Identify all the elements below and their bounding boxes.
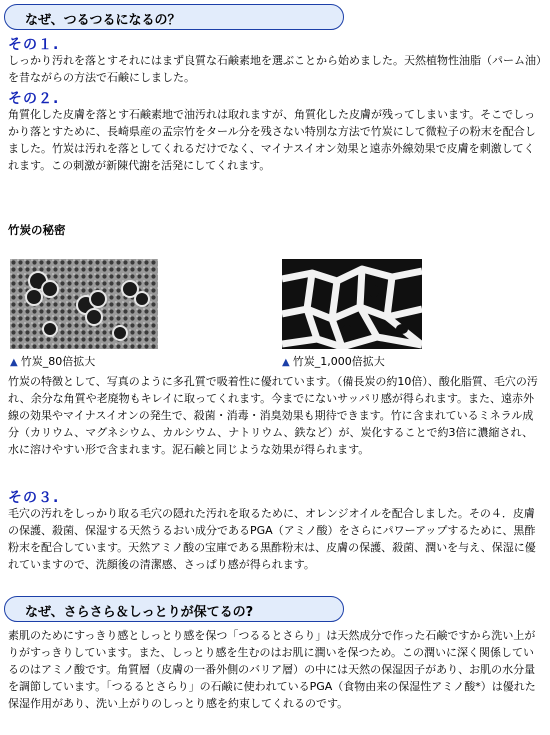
sub-heading-1: その１.: [8, 37, 60, 53]
caption-label: 竹炭_80倍拡大: [20, 355, 96, 368]
paragraph-3: 竹炭の特徴として、写真のように多孔質で吸着性に優れています。（備長炭の約10倍）、酸化脂質、毛穴の汚れ、余分な角質や老廃物もキレイに取ってくれます。今までにないサッパリ感が得られます。また、遠赤外線の効果やマイナスイオンの発生で、殺菌・消毒・消臭効果も期待できます。竹に含まれているミネラル成分（カリウム、マグネシウム、カルシウム、ナトリウム、鉄など）が、炭化することで約3倍に濃縮され、水に溶けやすい形で含まれます。泥石鹸と同じような効果が得られます。: [8, 375, 538, 456]
section-header-label: なぜ、つるつるになるの？: [25, 13, 181, 28]
photo-caption-1000x: [282, 353, 385, 369]
paragraph-4: 毛穴の汚れをしっかり取る毛穴の隠れた汚れを取るために、オレンジオイルを配合しました。その４．皮膚の保護、殺菌、保湿する天然うるおい成分であるPGA（アミノ酸）をさらにパワーアップするために、黒酢粉末を配合しています。天然アミノ酸の宝庫である黒酢粉末は、皮膚の保護、殺菌、潤いを与え、保湿に優れていますので、洗顔後の清潔感、さっぱり感が得られます。: [8, 507, 536, 571]
bamboo-charcoal-1000x-photo: [282, 259, 422, 349]
paragraph-1: しっかり汚れを落とすそれにはまず良質な石鹸素地を選ぶことから始めました。天然植物性油脂（パーム油）を昔ながらの方法で石鹸にしました。: [8, 54, 542, 84]
sub-heading-2: その２.: [8, 91, 60, 107]
section-header-sarasara: [4, 596, 344, 622]
bamboo-charcoal-80x-photo: [10, 259, 158, 349]
section-header-tsurutsuru: [4, 4, 344, 30]
paragraph-5: 素肌のためにすっきり感としっとり感を保つ「つるるとさらり」は天然成分で作った石鹸ですから洗い上がりがすっきりしています。また、しっとり感を生むのはお肌に潤いを保つため。この潤いに深く関係しているのはアミノ酸です。角質層（皮膚の一番外側のバリア層）の中には天然の保湿因子があり、お肌の水分量を調節しています。「つるるとさらり」の石鹸に使われているPGA（食物由来の保湿性アミノ酸*）は優れた保湿作用があり、洗い上がりのしっとり感を約束してくれるのです。: [8, 629, 536, 710]
section-header-label: なぜ、さらさら＆しっとりが保てるの?: [25, 605, 254, 620]
sub-heading-3: その３.: [8, 490, 60, 506]
photo-caption-80x: [10, 353, 95, 369]
paragraph-2: 角質化した皮膚を落とす石鹸素地で油汚れは取れますが、角質化した皮膚が残ってしまいます。そこでしっかり落とすために、長崎県産の孟宗竹をタール分を残さない特別な方法で竹炭にして微粒子の粉末を配合しました。竹炭は汚れを落としてくれるだけでなく、マイナスイオン効果と遠赤外線効果で皮膚を刺激してくれます。この刺激が新陳代謝を活発にしてくれます。: [8, 108, 536, 172]
triangle-up-icon: ▲: [282, 357, 290, 368]
triangle-up-icon: ▲: [10, 357, 18, 368]
bamboo-charcoal-title: 竹炭の秘密: [8, 223, 66, 237]
caption-label: 竹炭_1,000倍拡大: [292, 355, 385, 368]
